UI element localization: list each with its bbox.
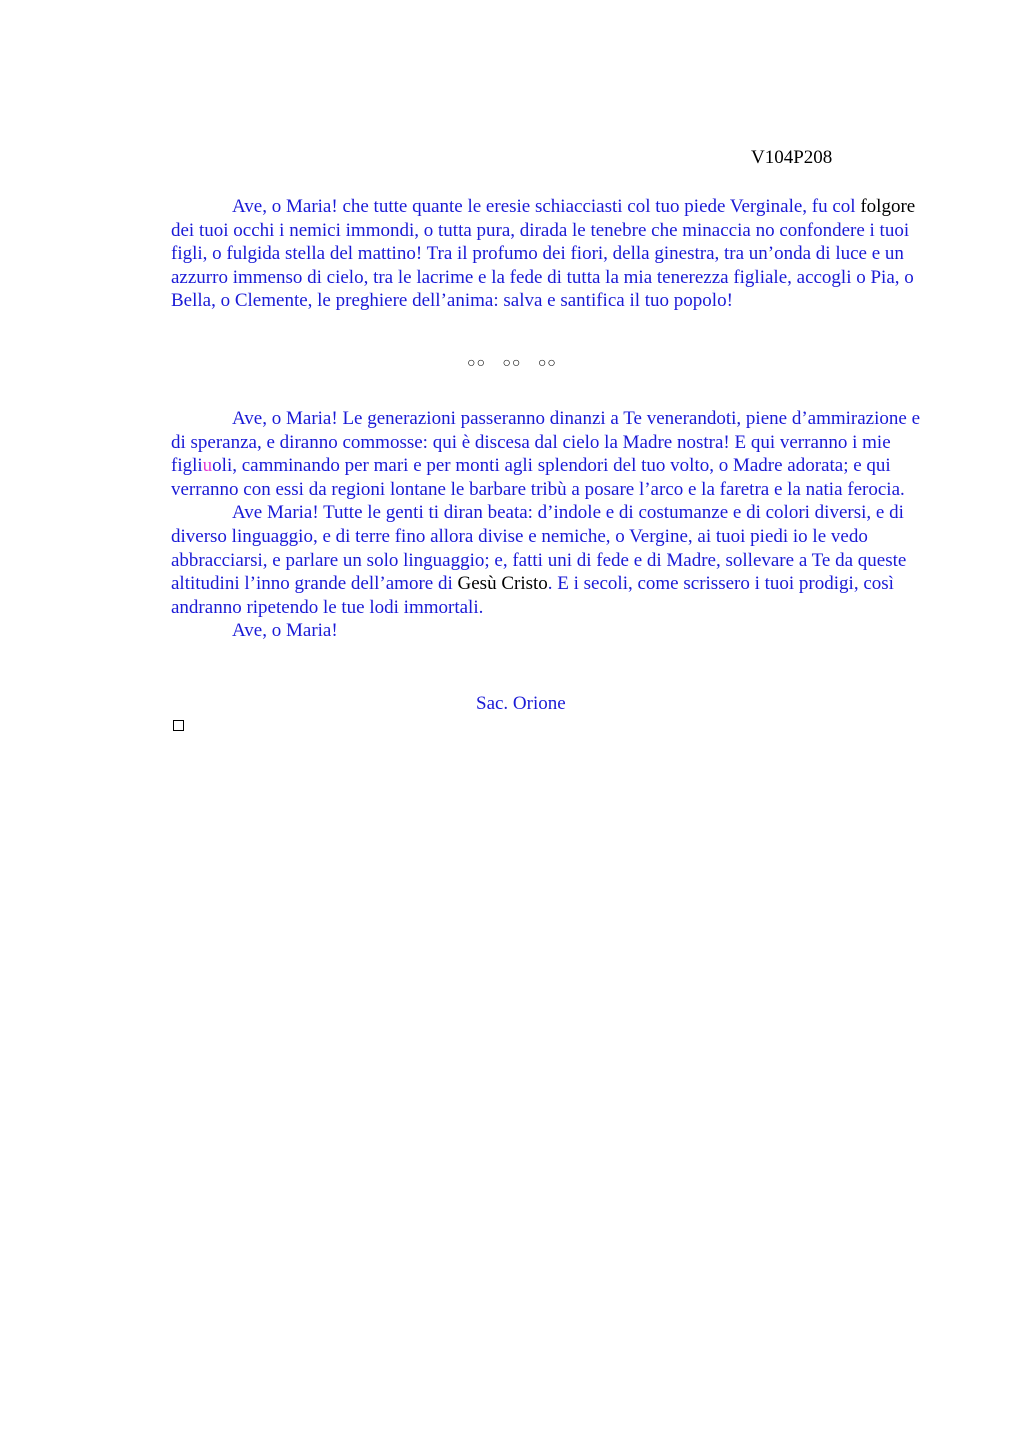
paragraph-2 [171, 407, 931, 501]
paragraph-2-part-1: Ave, o Maria! Le generazioni passeranno dinanzi a Te venerandoti, piene d’ammirazione e di speranza, e diranno commosse: qui è discesa dal cielo la Madre nostra! E qui verranno i mie figli [171, 408, 920, 477]
page-reference: V104P208 [751, 147, 833, 168]
paragraph-1-part-1: Ave, o Maria! che tutte quante le eresie schiacciasti col tuo piede Verginale, fu col [232, 196, 856, 217]
paragraph-4: Ave, o Maria! [232, 620, 338, 642]
paragraph-3-name-gesu-cristo: Gesù Cristo [457, 573, 548, 595]
signature: Sac. Orione [476, 693, 566, 714]
paragraph-3-part-3: . E i secoli, come scrissero i tuoi prodigi, così andranno ripetendo le tue lodi immortali. [171, 573, 894, 618]
paragraph-1 [171, 195, 931, 313]
paragraph-1-word-folgore: folgore [860, 196, 916, 217]
paragraph-2-correction-letter: u [202, 455, 213, 477]
empty-square-icon [173, 720, 184, 731]
paragraph-3 [171, 501, 931, 619]
paragraph-1-part-3: dei tuoi occhi i nemici immondi, o tutta pura, dirada le tenebre che minaccia no confondere i tuoi figli, o fulgida stella del mattino! Tra il profumo dei fiori, della ginestra, tra un’onda di luce e un azzurro immenso di cielo, tra le lacrime e la fede di tutta la mia tenerezza figliale, accogli o Pia, o Bella, o Clemente, le preghiere dell’anima: salva e santifica il tuo popolo! [171, 219, 914, 312]
paragraph-3-part-1: Ave Maria! Tutte le genti ti diran beata: d’indole e di costumanze e di colori diversi, e di diverso linguaggio, e di terre fino allora divise e nemiche, o Vergine, ai tuoi piedi io le vedo abbracciarsi, e parlare un solo linguaggio; e, fatti uni di fede e di Madre, sollevare a Te da queste altitudini l’inno grande dell’amore di [171, 502, 907, 595]
paragraph-2-part-3: oli, camminando per mari e per monti agli splendori del tuo volto, o Madre adorata; e qui verranno con essi da regioni lontane le barbare tribù a posare l’arco e la faretra e la natia ferocia. [171, 455, 905, 500]
paragraphs-2-4-block [171, 407, 931, 643]
separator-mark-2: ○○ [502, 356, 522, 371]
separator-mark-1: ○○ [467, 356, 487, 371]
paragraph-1-block [171, 195, 931, 313]
section-separator [0, 356, 1024, 372]
separator-mark-3: ○○ [537, 356, 557, 371]
